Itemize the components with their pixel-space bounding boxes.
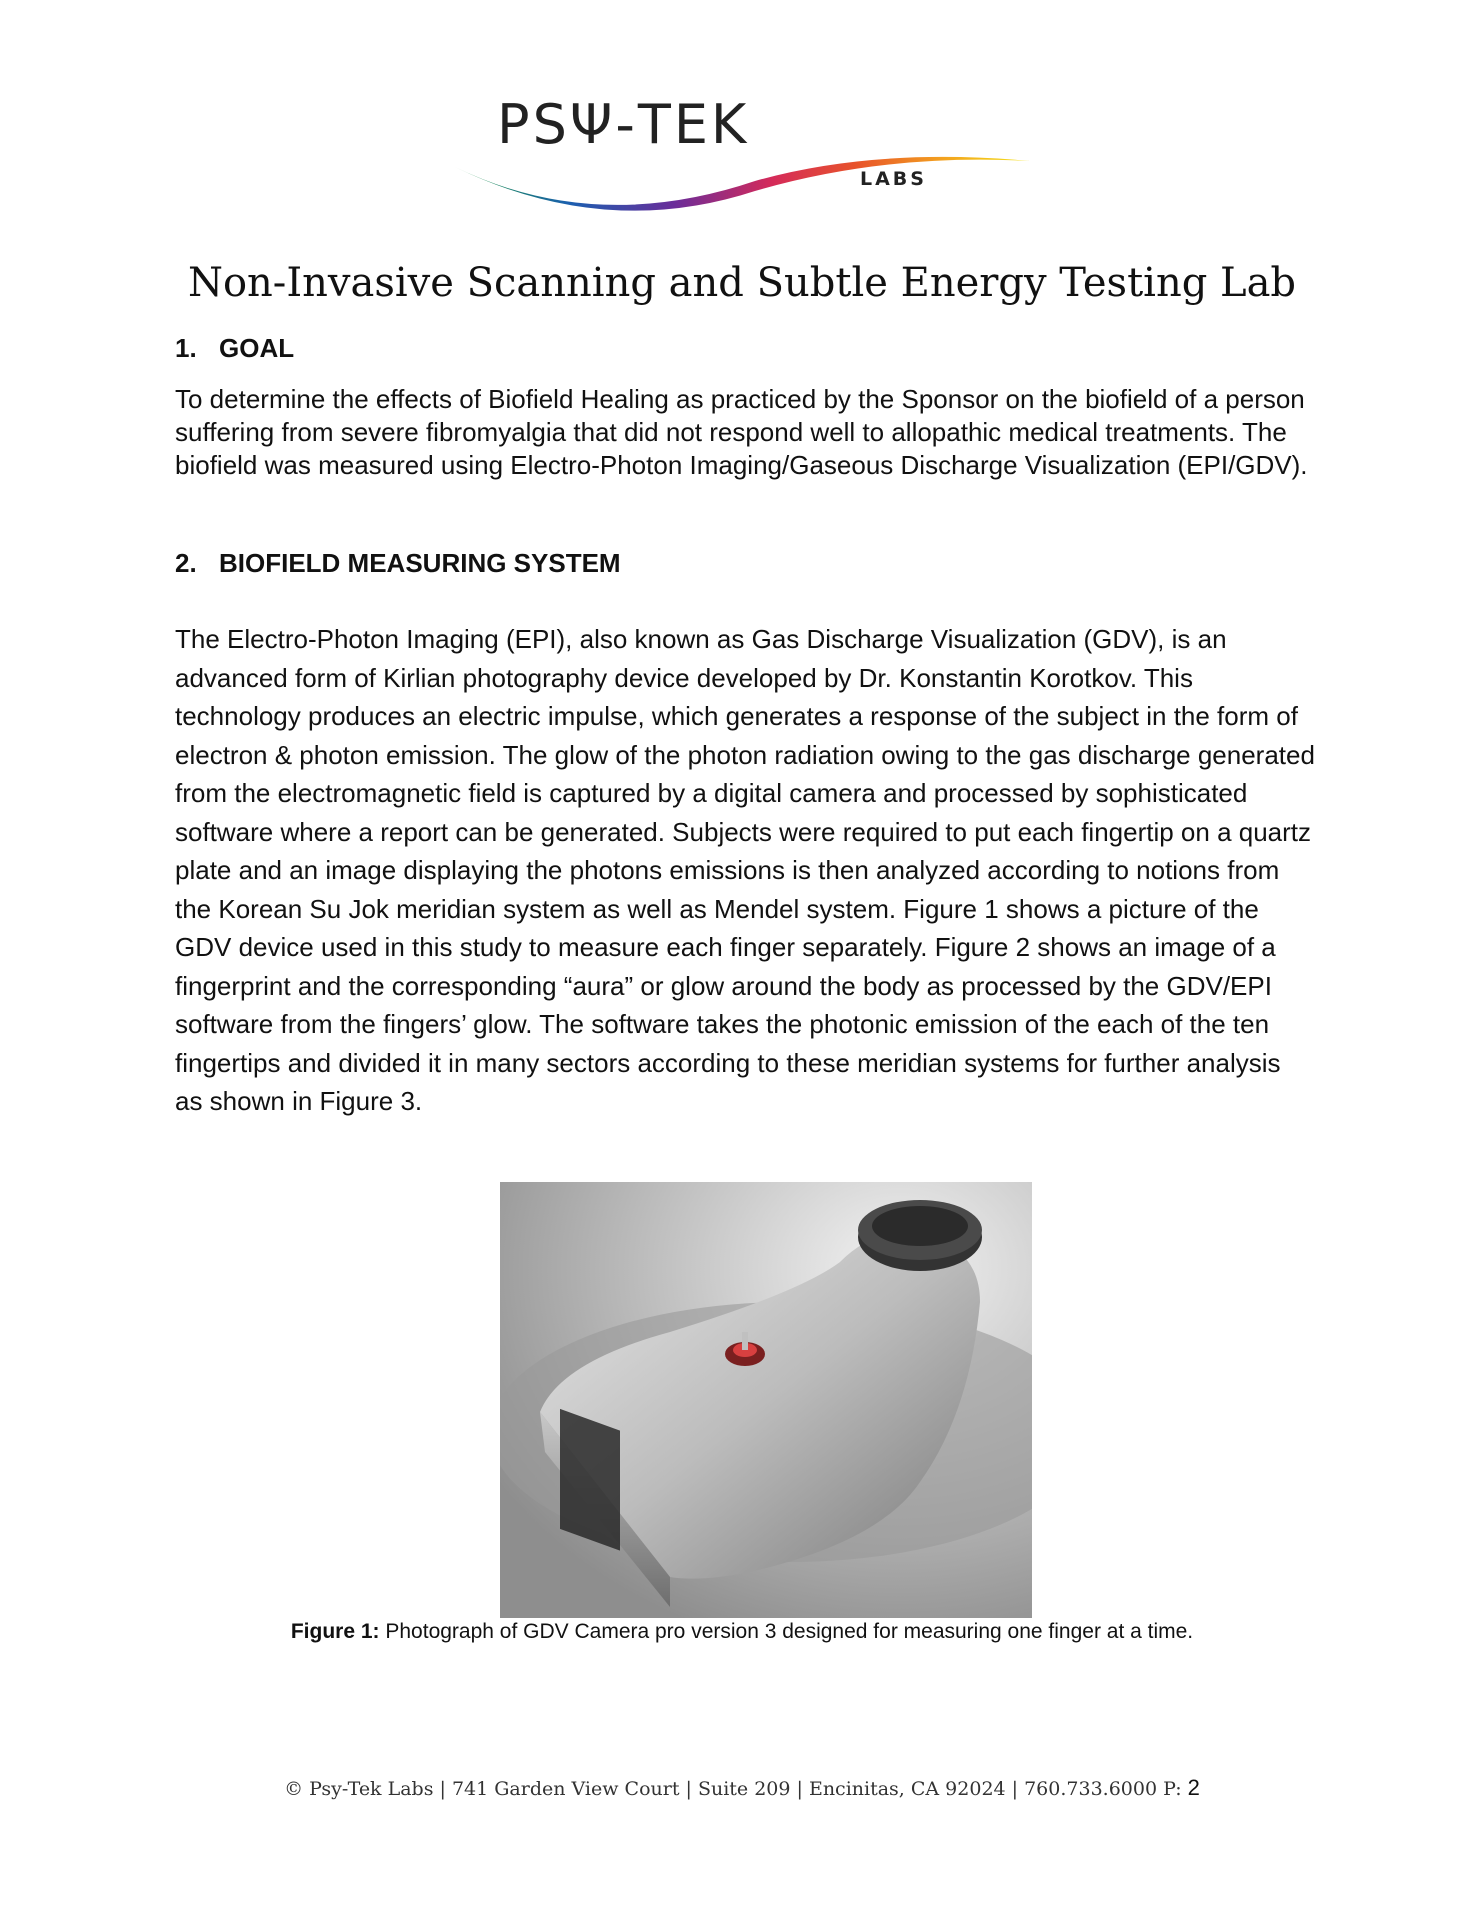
gdv-camera-photo	[500, 1182, 1032, 1618]
section-1-title: GOAL	[219, 333, 295, 363]
psy-tek-logo	[455, 95, 1030, 225]
logo-brand-text: PSΨ-TEK	[497, 95, 750, 156]
section-2-number: 2.	[175, 548, 197, 578]
figure-caption	[0, 1620, 1484, 1644]
section-1-heading	[175, 333, 294, 364]
section-2-heading	[175, 548, 621, 579]
figure-label: Figure 1:	[290, 1620, 380, 1643]
footer-address: © Psy-Tek Labs | 741 Garden View Court | Suite 209 | Encinitas, CA 92024 | 760.733.6000 P:	[284, 1778, 1188, 1800]
goal-paragraph: To determine the effects of Biofield Healing as practiced by the Sponsor on the biofield of a person suffering from severe fibromyalgia that did not respond well to allopathic medical treatments. The biofield was measured using Electro-Photon Imaging/Gaseous Discharge Visualization (EPI/GDV).	[175, 384, 1308, 480]
figure-caption-text: Photograph of GDV Camera pro version 3 designed for measuring one finger at a time.	[379, 1620, 1194, 1643]
page-title: Non-Invasive Scanning and Subtle Energy Testing Lab	[187, 260, 1297, 306]
logo-sub-text: LABS	[860, 168, 927, 190]
section-2-title: BIOFIELD MEASURING SYSTEM	[219, 548, 621, 578]
section-1-number: 1.	[175, 333, 197, 363]
page-footer	[0, 1775, 1484, 1801]
biofield-paragraph: The Electro-Photon Imaging (EPI), also known as Gas Discharge Visualization (GDV), is an advanced form of Kirlian photography device developed by Dr. Konstantin Korotkov. This technology produces an electric impulse, which generates a response of the subject in the form of electron & photon emission. The glow of the photon radiation owing to the gas discharge generated from the electromagnetic field is captured by a digital camera and processed by sophisticated software where a report can be generated. Subjects were required to put each fingertip on a quartz plate and an image displaying the photons emissions is then analyzed according to notions from the Korean Su Jok meridian system as well as Mendel system. Figure 1 shows a picture of the GDV device used in this study to measure each finger separately. Figure 2 shows an image of a fingerprint and the corresponding “aura” or glow around the body as processed by the GDV/EPI software from the fingers’ glow. The software takes the photonic emission of the each of the ten fingertips and divided it in many sectors according to these meridian systems for further analysis as shown in Figure 3.	[175, 624, 1315, 1116]
page-number: 2	[1187, 1775, 1200, 1800]
